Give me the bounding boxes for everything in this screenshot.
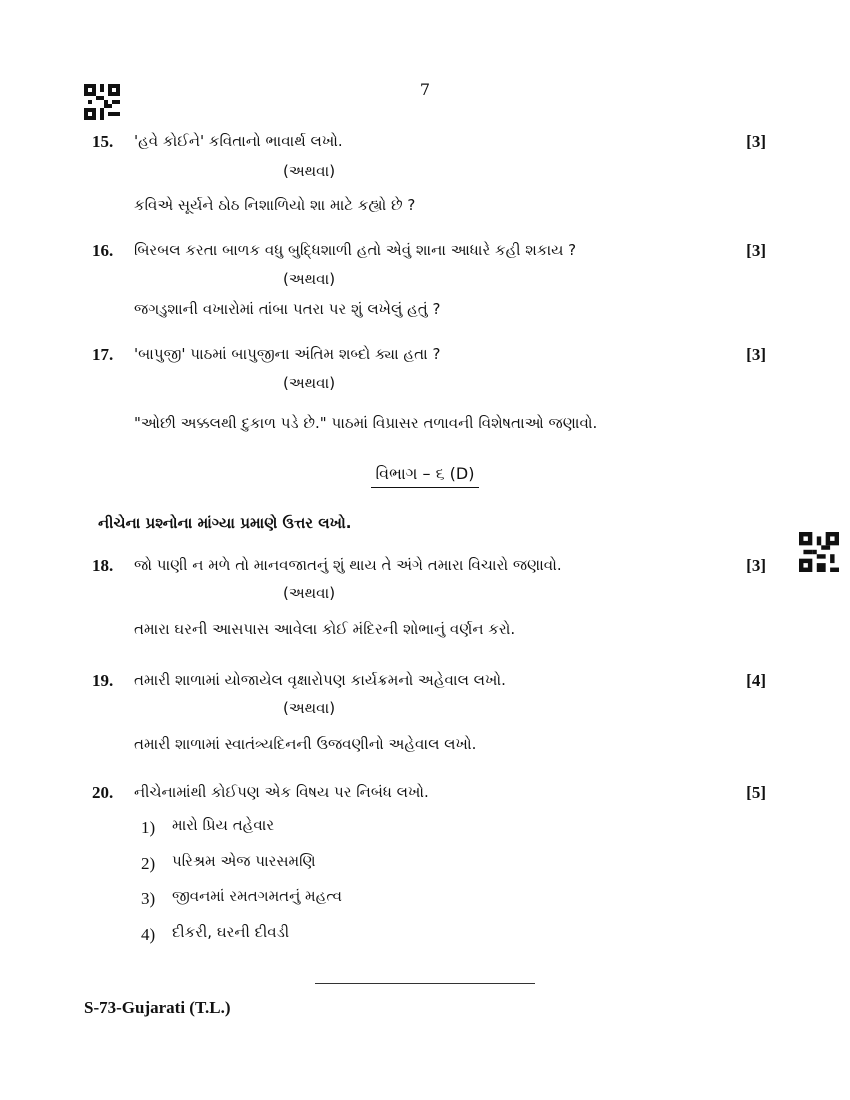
question-marks: [3] <box>746 345 766 364</box>
question-number: 20. <box>92 783 114 802</box>
essay-option-number: 2) <box>141 854 156 873</box>
question-marks: [3] <box>746 556 766 575</box>
question-number: 19. <box>92 671 114 690</box>
section-instructions: નીચેના પ્રશ્નોના માંગ્યા પ્રમાણે ઉત્તર લખો. <box>98 514 352 532</box>
page-number: 7 <box>419 80 431 99</box>
essay-option-number: 1) <box>141 818 156 837</box>
section-heading-text: વિભાગ – ૬ (D) <box>371 464 478 488</box>
or-label: (અથવા) <box>283 374 336 392</box>
question-number: 15. <box>92 132 114 151</box>
question-text: 'બાપુજી' પાઠમાં બાપુજીના અંતિમ શબ્દો ક્યા હતા ? <box>134 345 441 363</box>
essay-option-number: 4) <box>141 925 156 944</box>
question-text: નીચેનામાંથી કોઈપણ એક વિષય પર નિબંધ લખો. <box>134 783 429 801</box>
alternative-question-text: કવિએ સૂર્યને ઠોઠ નિશાળિયો શા માટે કહ્યો છે ? <box>134 196 416 214</box>
question-number: 16. <box>92 241 114 260</box>
alternative-question-text: જગડુશાની વખારોમાં તાંબા પતરા પર શું લખેલું હતું ? <box>134 300 441 318</box>
essay-option-text: પરિશ્રમ એજ પારસમણિ <box>172 852 316 870</box>
alternative-question-text: તમારા ઘરની આસપાસ આવેલા કોઈ મંદિરની શોભાનું વર્ણન કરો. <box>134 620 516 638</box>
question-text: બિરબલ કરતા બાળક વધુ બુદ્ધિશાળી હતો એવું શાના આધારે કહી શકાય ? <box>134 241 577 259</box>
question-number: 18. <box>92 556 114 575</box>
essay-option-text: દીકરી, ઘરની દીવડી <box>172 923 290 941</box>
or-label: (અથવા) <box>283 699 336 717</box>
question-text: તમારી શાળામાં યોજાયેલ વૃક્ષારોપણ કાર્યક્રમનો અહેવાલ લખો. <box>134 671 506 689</box>
essay-option-text: જીવનમાં રમતગમતનું મહત્વ <box>172 887 342 905</box>
or-label: (અથવા) <box>283 162 336 180</box>
or-label: (અથવા) <box>283 270 336 288</box>
question-number: 17. <box>92 345 114 364</box>
footer-paper-code: S-73-Gujarati (T.L.) <box>84 998 231 1017</box>
qr-code-right <box>799 532 839 572</box>
alternative-question-text: "ઓછી અક્કલથી દુકાળ પડે છે." પાઠમાં વિપ્રાસર તળાવની વિશેષતાઓ જણાવો. <box>134 414 598 432</box>
end-of-paper-rule <box>315 983 535 984</box>
section-heading <box>0 464 850 484</box>
question-marks: [4] <box>746 671 766 690</box>
question-text: જો પાણી ન મળે તો માનવજાતનું શું થાય તે અંગે તમારા વિચારો જણાવો. <box>134 556 562 574</box>
question-marks: [5] <box>746 783 766 802</box>
essay-option-number: 3) <box>141 889 156 908</box>
question-marks: [3] <box>746 132 766 151</box>
or-label: (અથવા) <box>283 584 336 602</box>
question-marks: [3] <box>746 241 766 260</box>
question-text: 'હવે કોઈને' કવિતાનો ભાવાર્થ લખો. <box>134 132 343 150</box>
alternative-question-text: તમારી શાળામાં સ્વાતંત્ર્યદિનની ઉજવણીનો અહેવાલ લખો. <box>134 735 477 753</box>
essay-option-text: મારો પ્રિય તહેવાર <box>172 816 275 834</box>
